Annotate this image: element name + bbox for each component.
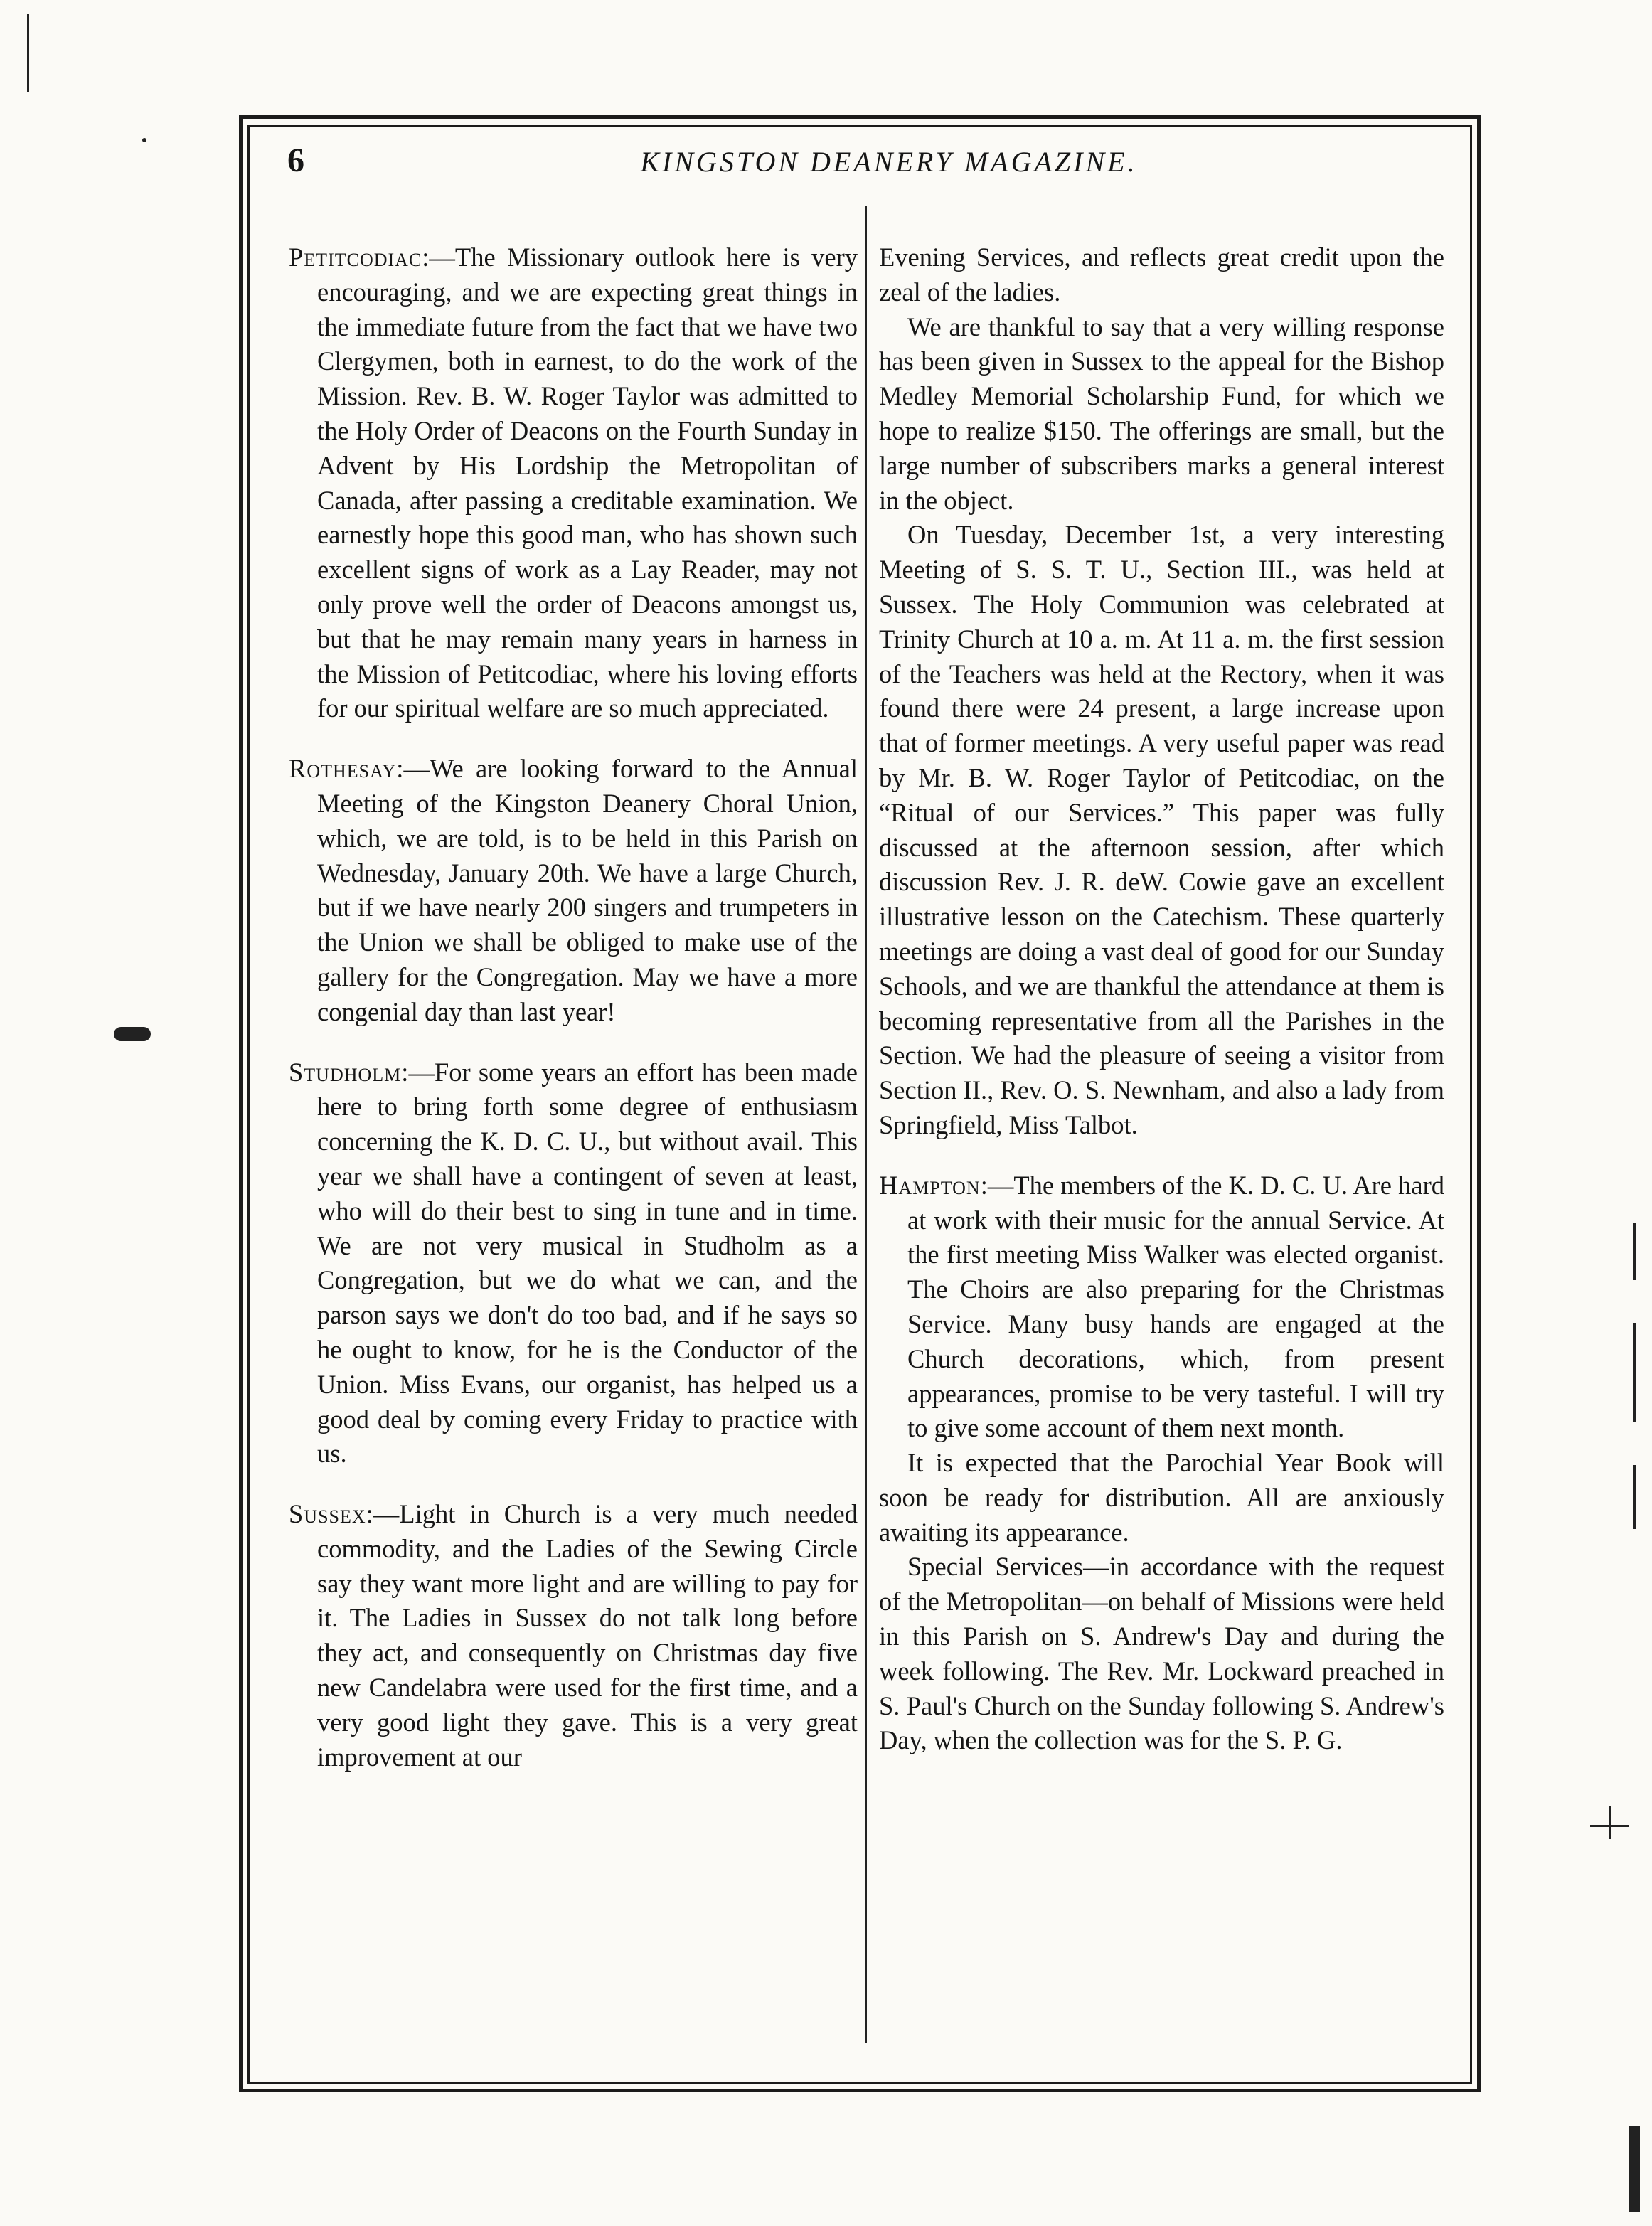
scan-mark-right-edge-2 bbox=[1633, 1323, 1636, 1422]
place-name: Studholm bbox=[289, 1057, 402, 1087]
column-divider bbox=[865, 206, 867, 2043]
place-name: Rothesay bbox=[289, 754, 397, 784]
article-petitcodiac bbox=[289, 240, 858, 726]
article-sussex bbox=[289, 1497, 858, 1774]
article-text: :—The members of the K. D. C. U. Are hard at work with their music for the annual Service. At the first meeting Miss Walker was elected organist. The Choirs are also preparing for the Christmas Service. Many busy hands are engaged at the Church decorations, which, from present appearances, promise to be very tasteful. I will try to give some account of them next month. bbox=[907, 1170, 1444, 1443]
paragraph-special-services: Special Services—in accordance with the request of the Metropolitan—on behalf of Missions were held in this Parish on S. Andrew's Day and during the week following. The Rev. Mr. Lockward preached in S. Paul's Church on the Sunday following S. Andrew's Day, when the collection was for the S. P. G. bbox=[879, 1552, 1444, 1755]
paragraph-teachers-meeting: On Tuesday, December 1st, a very interesting Meeting of S. S. T. U., Section III., was held at Sussex. The Holy Communion was celebrated at Trinity Church at 10 a. m. At 11 a. m. the first session of the Teachers was held at the Rectory, when it was found there were 24 present, a large increase upon that of former meetings. A very useful paper was read by Mr. B. W. Roger Taylor of Petitcodiac, on the “Ritual of our Services.” This paper was fully discussed at the afternoon session, after which discussion Rev. J. R. deW. Cowie gave an excellent illustrative lesson on the Catechism. These quarterly meetings are doing a vast deal of good for our Sunday Schools, and we are thankful the attendance at them is becoming representative from all the Parishes in the Section. We had the pleasure of seeing a visitor from Section II., Rev. O. S. Newnham, and also a lady from Springfield, Miss Talbot. bbox=[879, 520, 1444, 1139]
article-hampton bbox=[879, 1168, 1444, 1446]
scan-mark-right-cross-v bbox=[1609, 1806, 1611, 1839]
running-title: KINGSTON DEANERY MAGAZINE. bbox=[640, 146, 1138, 178]
scan-mark-bottom-right-bar bbox=[1629, 2126, 1640, 2212]
place-name: Petitcodiac bbox=[289, 243, 422, 272]
place-name: Sussex bbox=[289, 1499, 366, 1529]
article-text: :—For some years an effort has been made here to bring forth some degree of enthusiasm concerning the K. D. C. U., but without avail. This year we shall have a contingent of seven at least, who will do their best to sing in tune and in time. We are not very musical in Studholm as a Congregation, but we do what we can, and the parson says we don't do too bad, and if he says so he ought to know, for he is the Conductor of the Union. Miss Evans, our organist, has helped us a good deal by coming every Friday to practice with us. bbox=[317, 1057, 858, 1469]
paragraph-scholarship-fund: We are thankful to say that a very willing response has been given in Sussex to the appeal for the Bishop Medley Memorial Scholarship Fund, for which we hope to realize $150. The offerings are small, but the large number of subscribers marks a general interest in the object. bbox=[879, 311, 1444, 515]
article-studholm bbox=[289, 1055, 858, 1472]
scan-mark-left-edge bbox=[27, 14, 29, 92]
article-text: :—We are looking forward to the Annual Meeting of the Kingston Deanery Choral Union, which, we are told, is to be held in this Parish on Wednesday, January 20th. We have a large Church, but if we have nearly 200 singers and trumpeters in the Union we shall be obliged to make use of the gallery for the Congregation. May we have a more congenial day than last year! bbox=[317, 754, 858, 1026]
right-column bbox=[879, 240, 1444, 1758]
scan-mark-dot bbox=[142, 138, 146, 142]
article-rothesay bbox=[289, 752, 858, 1029]
left-column bbox=[289, 240, 858, 1800]
sussex-continuation: Evening Services, and reflects great credit upon the zeal of the ladies. bbox=[879, 243, 1444, 307]
scan-mark-right-edge-3 bbox=[1633, 1465, 1636, 1529]
place-name: Hampton bbox=[879, 1170, 981, 1200]
article-text: :—Light in Church is a very much needed commodity, and the Ladies of the Sewing Circle say they want more light and are willing to pay for it. The Ladies in Sussex do not talk long before they act, and consequently on Christmas day five new Candelabra were used for the first time, and a very good light they gave. This is a very great improvement at our bbox=[317, 1499, 858, 1772]
page-number: 6 bbox=[287, 142, 304, 179]
article-text: :—The Missionary outlook here is very encouraging, and we are expecting great things in the immediate future from the fact that we have two Clergymen, both in earnest, to do the work of the Mission. Rev. B. W. Roger Taylor was admitted to the Holy Order of Deacons on the Fourth Sunday in Advent by His Lordship the Metropolitan of Canada, after passing a creditable examination. We earnestly hope this good man, who has shown such excellent signs of work as a Lay Reader, may not only prove well the order of Deacons amongst us, but that he may remain many years in harness in the Mission of Petitcodiac, where his loving efforts for our spiritual welfare are so much appreciated. bbox=[317, 243, 858, 723]
scan-mark-blot bbox=[114, 1027, 151, 1041]
paragraph-year-book: It is expected that the Parochial Year Book will soon be ready for distribution. All are anxiously awaiting its appearance. bbox=[879, 1448, 1444, 1547]
scan-mark-right-edge-1 bbox=[1633, 1223, 1636, 1280]
